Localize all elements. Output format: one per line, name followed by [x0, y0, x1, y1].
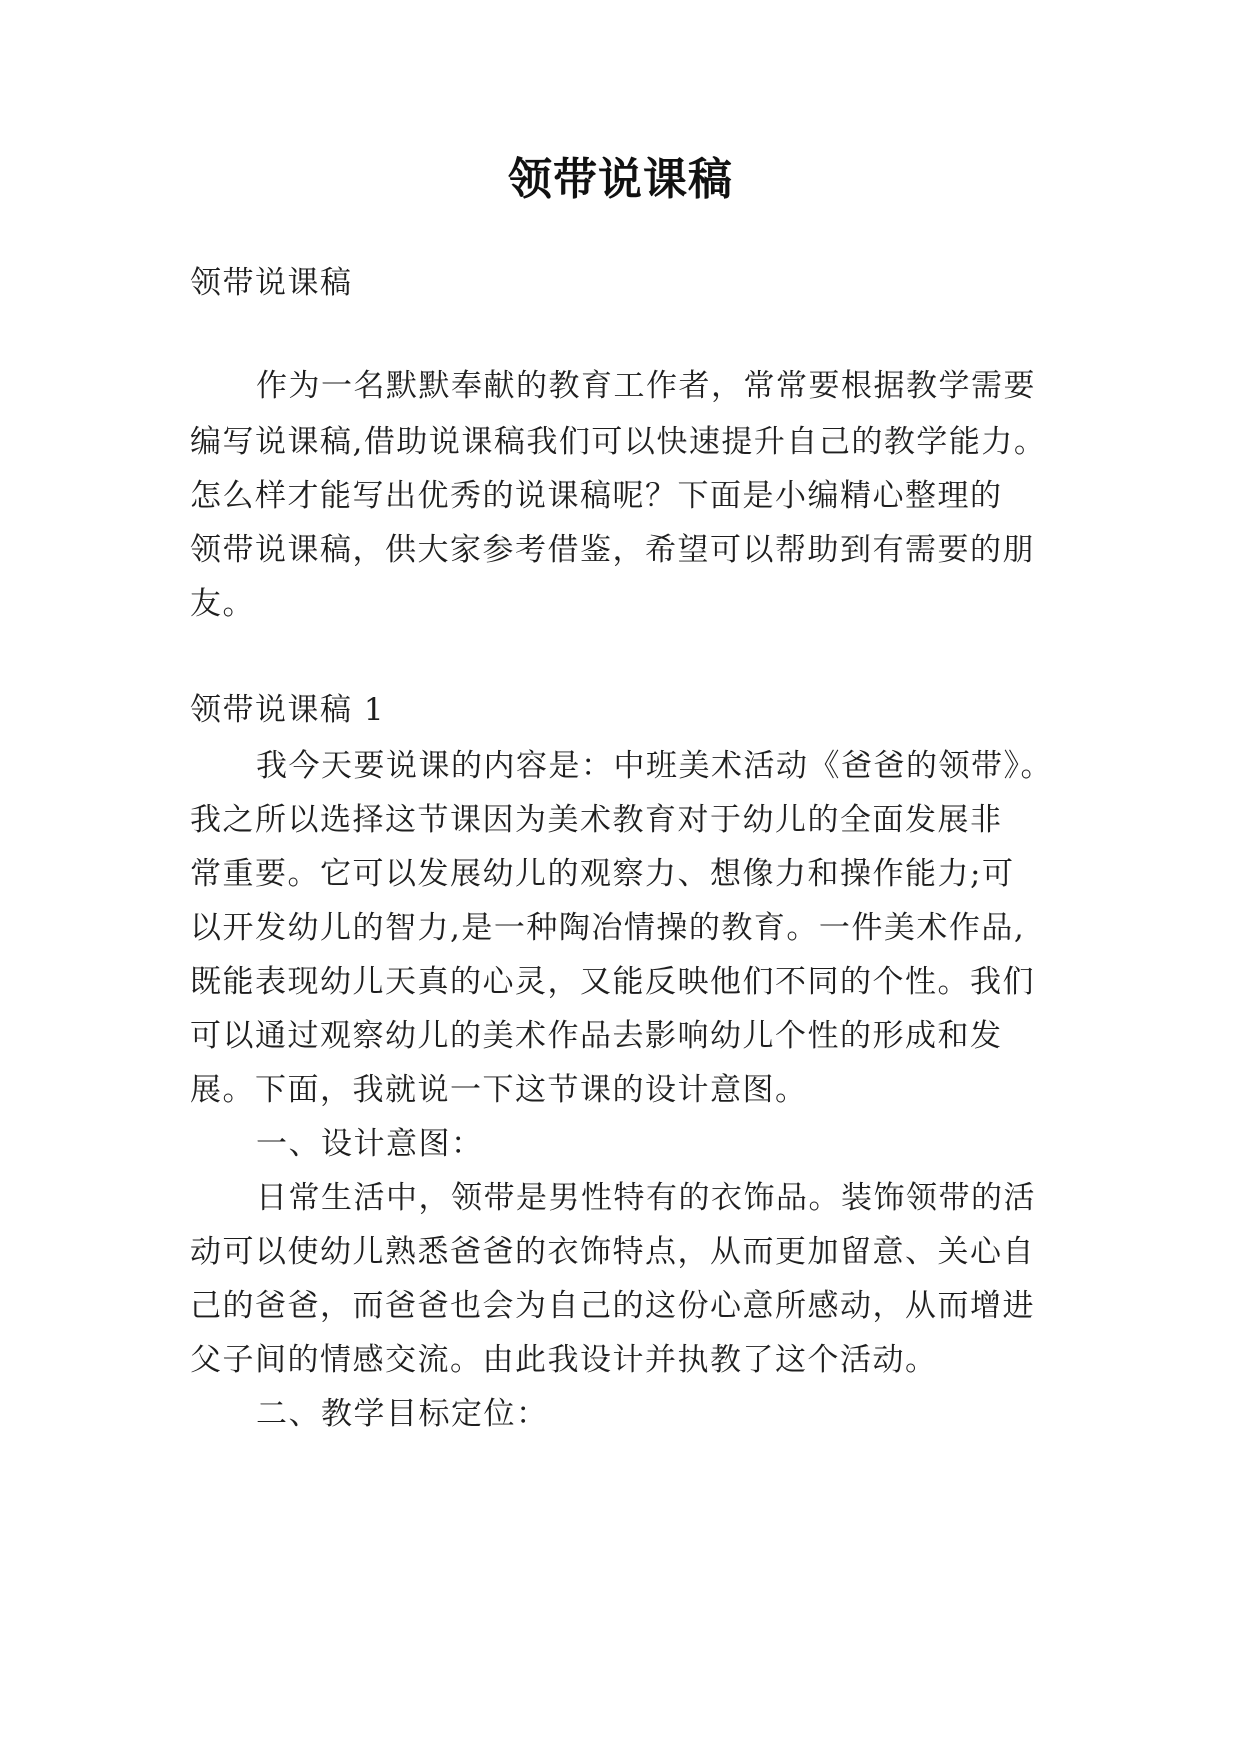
- paragraph-line: 日常生活中，领带是男性特有的衣饰品。装饰领带的活: [256, 1180, 1036, 1216]
- document-title: 领带说课稿: [508, 154, 733, 205]
- intro-line: 怎么样才能写出优秀的说课稿呢？下面是小编精心整理的: [190, 478, 1003, 514]
- paragraph-line: 可以通过观察幼儿的美术作品去影响幼儿个性的形成和发: [190, 1018, 1003, 1054]
- paragraph-line: 我之所以选择这节课因为美术教育对于幼儿的全面发展非: [190, 802, 1003, 838]
- paragraph-line: 展。下面，我就说一下这节课的设计意图。: [190, 1072, 808, 1108]
- paragraph-line: 己的爸爸，而爸爸也会为自己的这份心意所感动，从而增进: [190, 1288, 1035, 1324]
- intro-line: 编写说课稿,借助说课稿我们可以快速提升自己的教学能力。: [190, 424, 1047, 460]
- paragraph-line: 既能表现幼儿天真的心灵，又能反映他们不同的个性。我们: [190, 964, 1035, 1000]
- subsection-heading: 二、教学目标定位：: [256, 1396, 549, 1432]
- subsection-heading: 一、设计意图：: [256, 1126, 484, 1162]
- paragraph-line: 以开发幼儿的智力,是一种陶冶情操的教育。一件美术作品,: [190, 910, 1026, 946]
- intro-line: 友。: [190, 586, 255, 622]
- paragraph-line: 父子间的情感交流。由此我设计并执教了这个活动。: [190, 1342, 938, 1378]
- intro-line: 领带说课稿，供大家参考借鉴，希望可以帮助到有需要的朋: [190, 532, 1035, 568]
- section-heading: 领带说课稿 1: [190, 692, 386, 728]
- paragraph-line: 我今天要说课的内容是：中班美术活动《爸爸的领带》。: [256, 748, 1053, 784]
- document-subtitle: 领带说课稿: [190, 265, 353, 301]
- paragraph-line: 动可以使幼儿熟悉爸爸的衣饰特点，从而更加留意、关心自: [190, 1234, 1035, 1270]
- paragraph-line: 常重要。它可以发展幼儿的观察力、想像力和操作能力;可: [190, 856, 1015, 892]
- intro-line: 作为一名默默奉献的教育工作者，常常要根据教学需要: [256, 368, 1036, 404]
